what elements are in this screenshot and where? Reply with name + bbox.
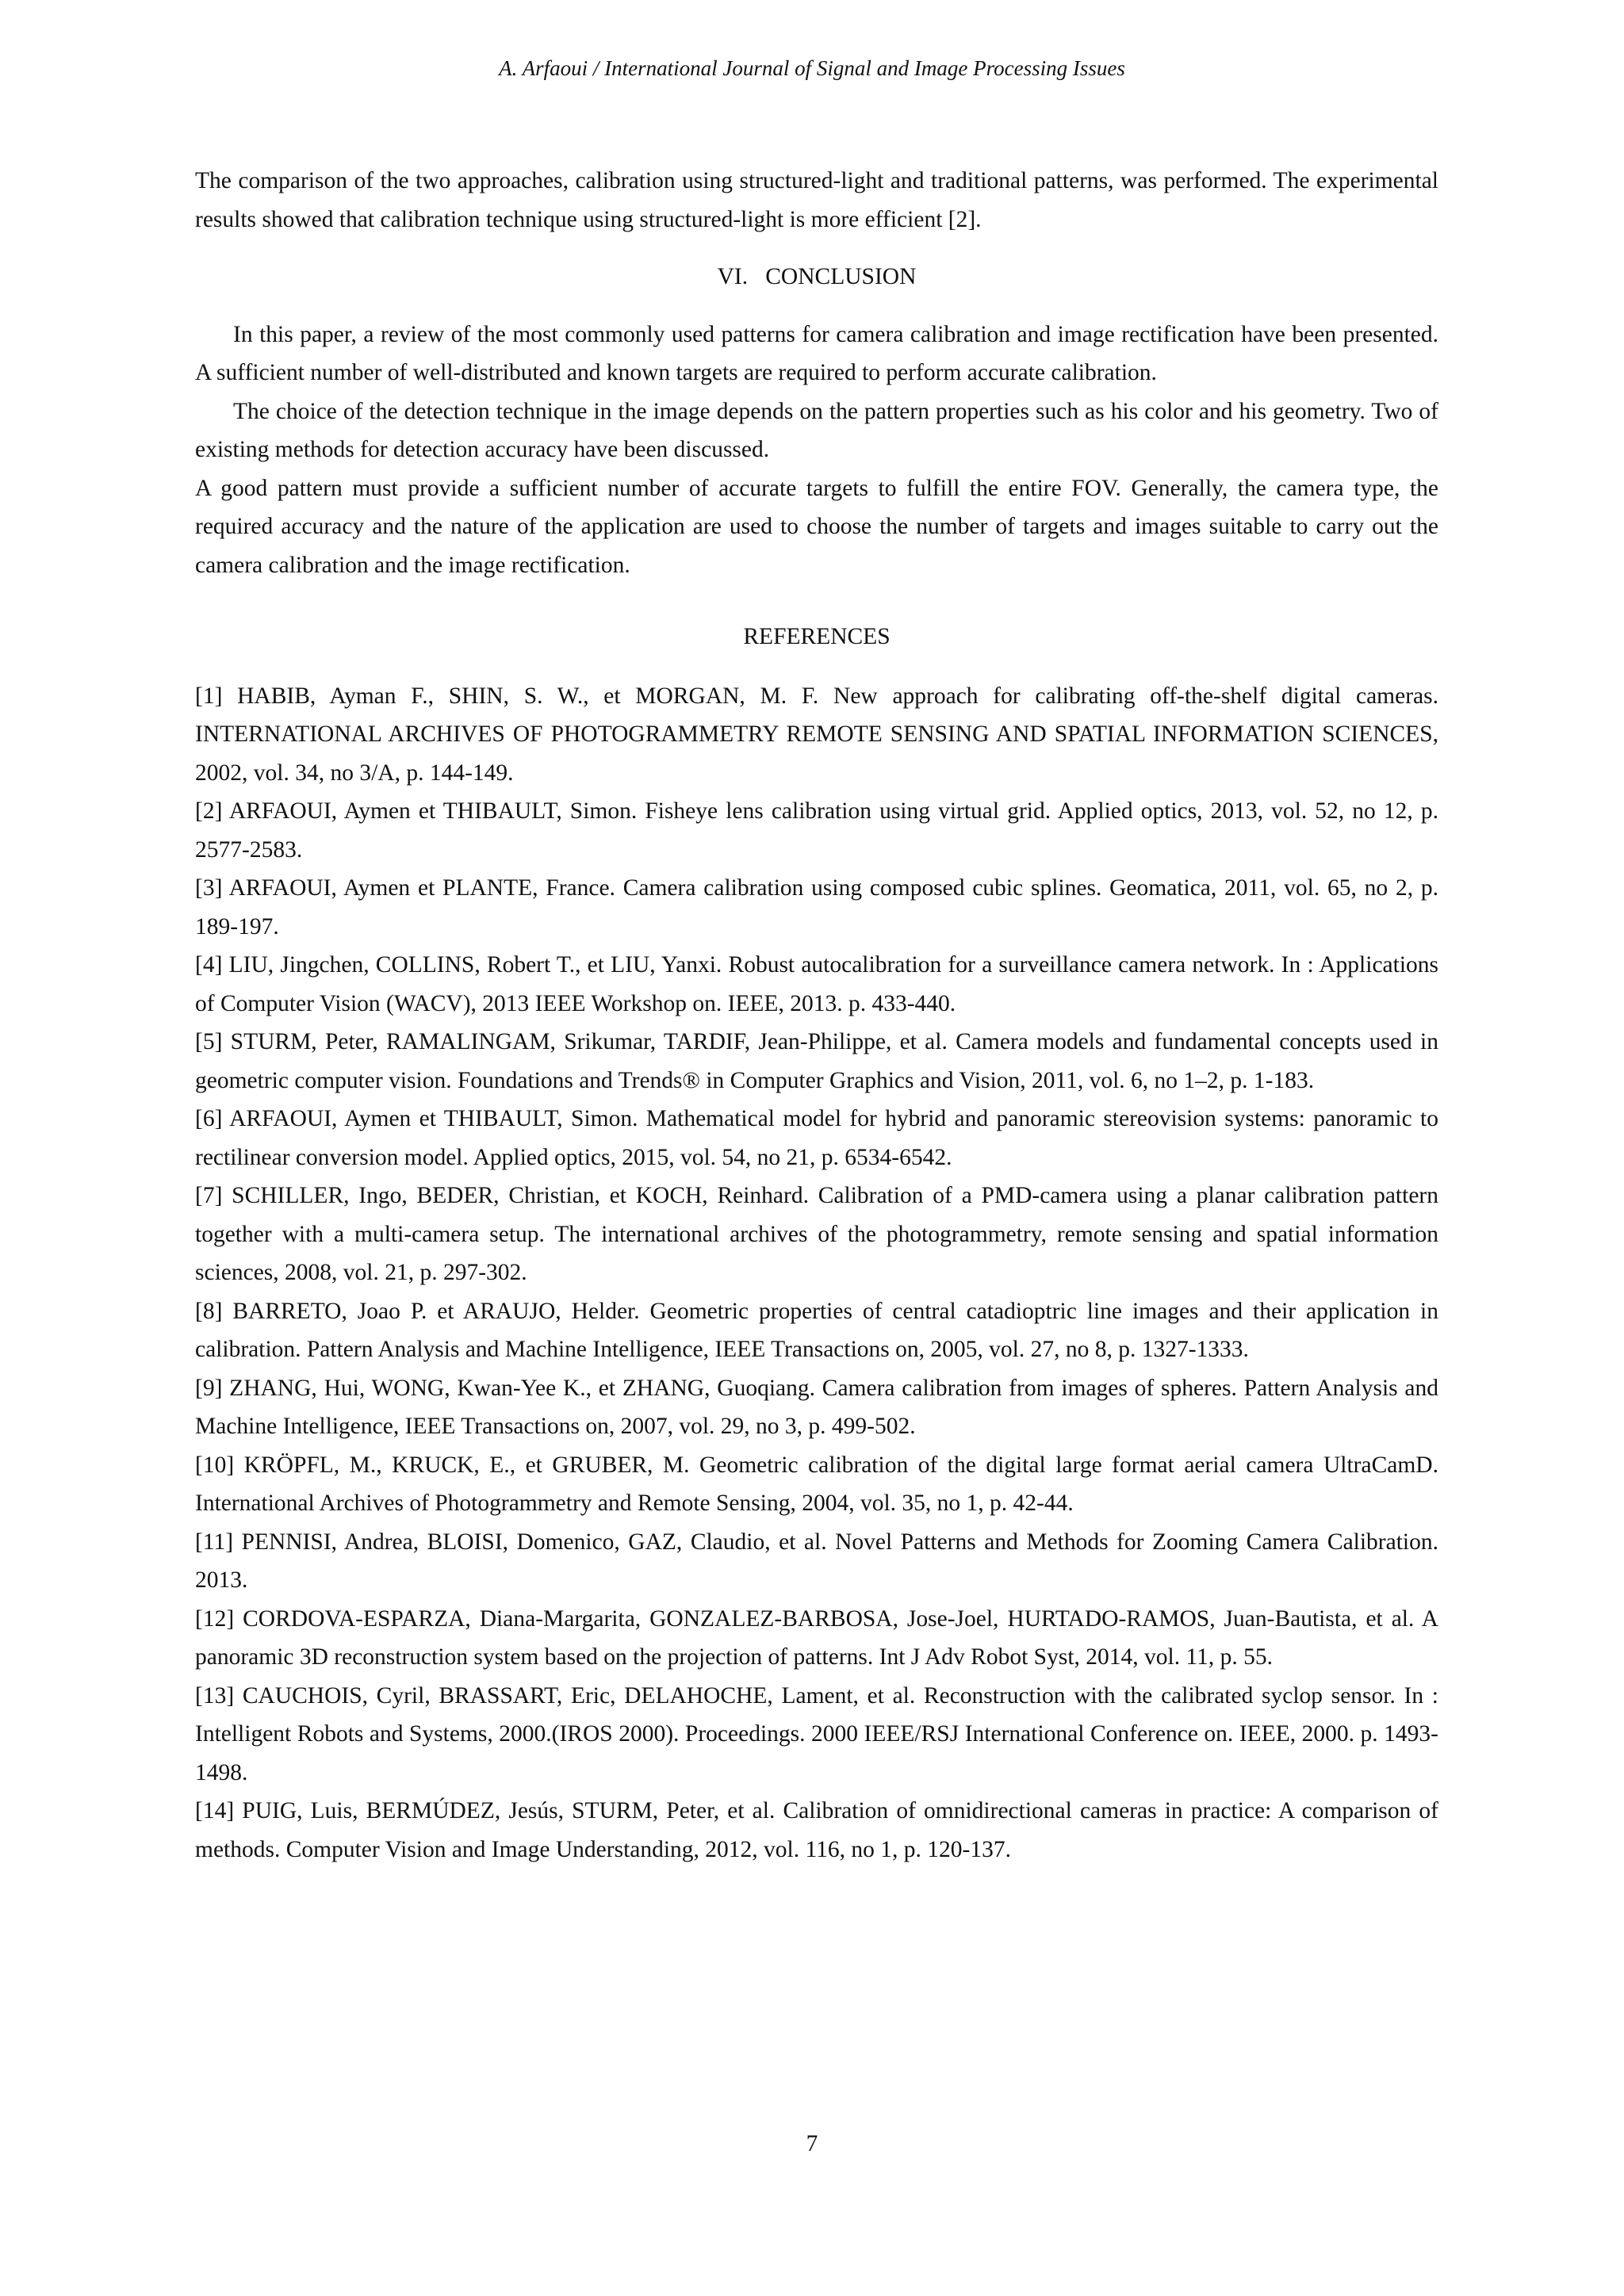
reference-item: [11] PENNISI, Andrea, BLOISI, Domenico, GAZ, Claudio, et al. Novel Patterns and Methods for Zooming Camera Calibration. 2013. — [195, 1529, 1438, 1593]
reference-item: [4] LIU, Jingchen, COLLINS, Robert T., et LIU, Yanxi. Robust autocalibration for a surveillance camera network. In : Applications of Computer Vision (WACV), 2013 IEEE Workshop on. IEEE, 2013. p. 433-440. — [195, 952, 1438, 1016]
reference-item: [9] ZHANG, Hui, WONG, Kwan-Yee K., et ZHANG, Guoqiang. Camera calibration from images of spheres. Pattern Analysis and Machine Intelligence, IEEE Transactions on, 2007, vol. 29, no 3, p. 499-502. — [195, 1375, 1438, 1439]
reference-item: [14] PUIG, Luis, BERMÚDEZ, Jesús, STURM, Peter, et al. Calibration of omnidirectional cameras in practice: A comparison of methods. Computer Vision and Image Understanding, 2012, vol. 116, no 1, p. 120-137. — [195, 1798, 1438, 1862]
reference-item: [3] ARFAOUI, Aymen et PLANTE, France. Camera calibration using composed cubic splines. Geomatica, 2011, vol. 65, no 2, p. 189-197. — [195, 875, 1438, 939]
reference-item: [2] ARFAOUI, Aymen et THIBAULT, Simon. Fisheye lens calibration using virtual grid. Applied optics, 2013, vol. 52, no 12, p. 2577-2583. — [195, 798, 1438, 863]
main-text — [195, 162, 1438, 1869]
reference-item: [10] KRÖPFL, M., KRUCK, E., et GRUBER, M. Geometric calibration of the digital large format aerial camera UltraCamD. International Archives of Photogrammetry and Remote Sensing, 2004, vol. 35, no 1, p. 42-44. — [195, 1452, 1438, 1516]
reference-list — [195, 677, 1438, 1869]
reference-item: [1] HABIB, Ayman F., SHIN, S. W., et MORGAN, M. F. New approach for calibrating off-the-shelf digital cameras. INTERNATIONAL ARCHIVES OF PHOTOGRAMMETRY REMOTE SENSING AND SPATIAL INFORMATION SCIENCES, 2002, vol. 34, no 3/A, p. 144-149. — [195, 683, 1438, 786]
reference-item: [12] CORDOVA-ESPARZA, Diana-Margarita, GONZALEZ-BARBOSA, Jose-Joel, HURTADO-RAMOS, Juan-Bautista, et al. A panoramic 3D reconstruction system based on the projection of patterns. Int J Adv Robot Syst, 2014, vol. 11, p. 55. — [195, 1605, 1438, 1670]
reference-item: [13] CAUCHOIS, Cyril, BRASSART, Eric, DELAHOCHE, Lament, et al. Reconstruction with the calibrated syclop sensor. In : Intelligent Robots and Systems, 2000.(IROS 2000). Proceedings. 2000 IEEE/RSJ International Conference on. IEEE, 2000. p. 1493-1498. — [195, 1682, 1438, 1785]
conclusion-paragraph: In this paper, a review of the most commonly used patterns for camera calibration and image rectification have been presented. A sufficient number of well-distributed and known targets are required to perform accurate calibration. — [195, 321, 1438, 385]
reference-item: [7] SCHILLER, Ingo, BEDER, Christian, et KOCH, Reinhard. Calibration of a PMD-camera using a planar calibration pattern together with a multi-camera setup. The international archives of the photogrammetry, remote sensing and spatial information sciences, 2008, vol. 21, p. 297-302. — [195, 1183, 1438, 1285]
running-head: A. Arfaoui / International Journal of Signal and Image Processing Issues — [499, 56, 1125, 80]
page-number: 7 — [806, 2131, 818, 2156]
intro-paragraph: The comparison of the two approaches, calibration using structured-light and traditional patterns, was performed. The experimental results showed that calibration technique using structured-light is more efficient [2]. — [195, 168, 1438, 232]
reference-item: [5] STURM, Peter, RAMALINGAM, Srikumar, TARDIF, Jean-Philippe, et al. Camera models and fundamental concepts used in geometric computer vision. Foundations and Trends® in Computer Graphics and Vision, 2011, vol. 6, no 1–2, p. 1-183. — [195, 1029, 1438, 1093]
conclusion-paragraph: A good pattern must provide a sufficient number of accurate targets to fulfill the entire FOV. Generally, the camera type, the required accuracy and the nature of the application are used to choose the number of targets and images suitable to carry out the camera calibration and the image rectification. — [195, 475, 1438, 578]
conclusion-heading: VI. CONCLUSION — [717, 264, 917, 289]
reference-item: [6] ARFAOUI, Aymen et THIBAULT, Simon. Mathematical model for hybrid and panoramic stereovision systems: panoramic to rectilinear conversion model. Applied optics, 2015, vol. 54, no 21, p. 6534-6542. — [195, 1106, 1438, 1170]
reference-item: [8] BARRETO, Joao P. et ARAUJO, Helder. Geometric properties of central catadioptric line images and their application in calibration. Pattern Analysis and Machine Intelligence, IEEE Transactions on, 2005, vol. 27, no 8, p. 1327-1333. — [195, 1298, 1438, 1362]
conclusion-paragraph: The choice of the detection technique in the image depends on the pattern properties such as his color and his geometry. Two of existing methods for detection accuracy have been discussed. — [195, 398, 1438, 462]
references-heading: REFERENCES — [743, 624, 891, 649]
